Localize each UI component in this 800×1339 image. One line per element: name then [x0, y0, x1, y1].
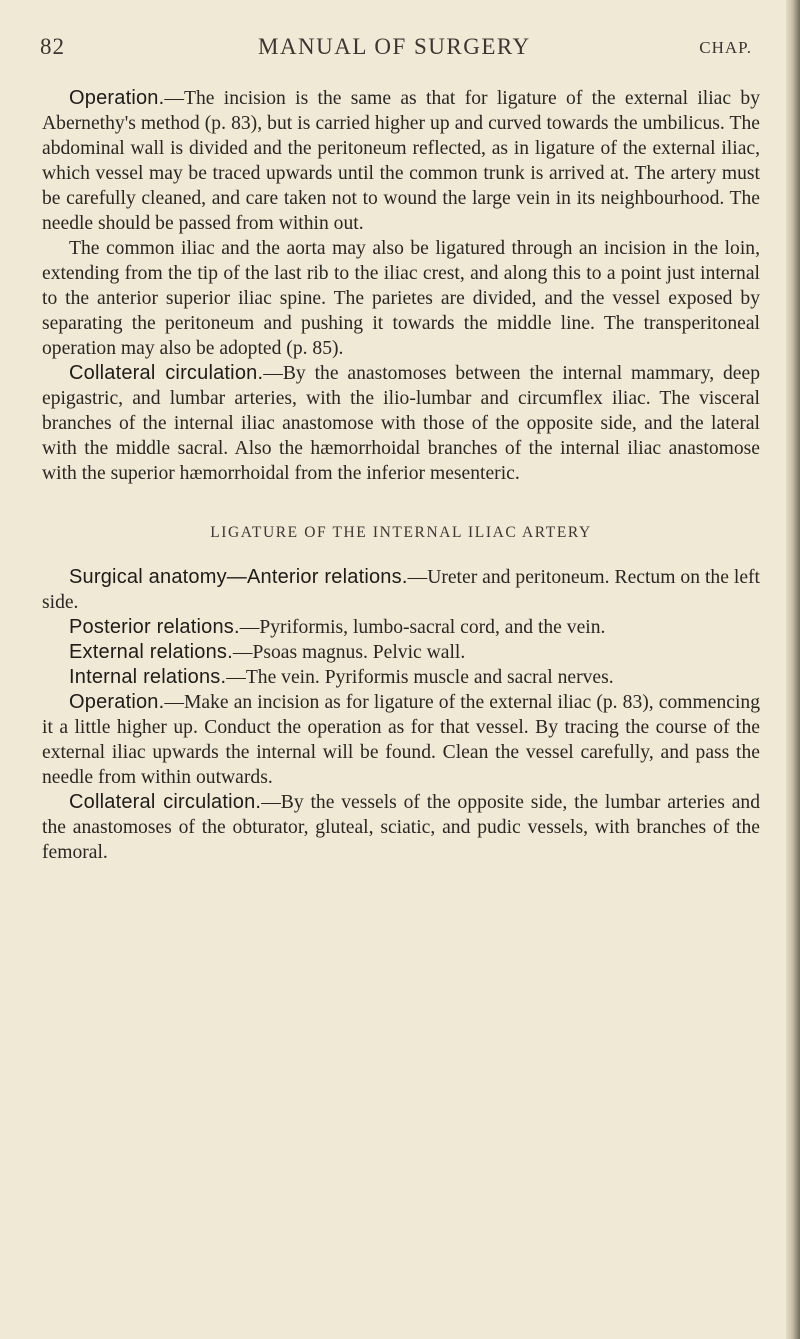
common-iliac-collateral-paragraph	[42, 361, 760, 486]
posterior-relations-heading: Posterior relations.	[69, 616, 240, 638]
internal-relations-heading: Internal relations.	[69, 666, 227, 688]
operation-heading: Operation.	[69, 691, 165, 713]
collateral-circulation-heading: Collateral circulation.	[69, 791, 262, 813]
anterior-relations-text: —Ureter and peritoneum. Rectum on the left side.	[42, 567, 760, 613]
lumbar-approach-paragraph	[42, 236, 760, 361]
operation-text: —Make an incision as for ligature of the external iliac (p. 83), commencing it a little higher up. Conduct the operation as for that vessel. By tracing the course of the external iliac upwards the internal will be found. Clean the vessel carefully, and pass the needle from within outwards.	[42, 692, 760, 788]
posterior-relations-text: —Pyriformis, lumbo-sacral cord, and the vein.	[239, 617, 606, 638]
collateral-circulation-text: —By the vessels of the opposite side, the lumbar arteries and the anastomoses of the obturator, gluteal, sciatic, and pudic vessels, with branches of the femoral.	[42, 792, 760, 863]
operation-heading: Operation.	[69, 87, 165, 109]
running-header	[40, 34, 752, 68]
external-relations-heading: External relations.	[69, 641, 233, 663]
operation-text: —The incision is the same as that for ligature of the external iliac by Abernethy's method (p. 83), but is carried higher up and curved towards the umbilicus. The abdominal wall is divided and the peritoneum reflected, as in ligature of the external iliac, which vessel may be traced upwards until the common trunk is arrived at. The artery must be carefully cleaned, and care taken not to wound the large vein in its neighbourhood. The needle should be passed from within out.	[42, 88, 760, 234]
section-title: LIGATURE OF THE INTERNAL ILIAC ARTERY	[210, 524, 592, 541]
body-text	[42, 86, 760, 865]
lumbar-approach-text: The common iliac and the aorta may also be ligatured through an incision in the loin, extending from the tip of the last rib to the iliac crest, and along this to a point just internal to the anterior superior iliac spine. The parietes are divided, and the vessel exposed by separating the peritoneum and pushing it towards the middle line. The transperitoneal operation may also be adopted (p. 85).	[42, 238, 760, 359]
collateral-circulation-heading: Collateral circulation.	[69, 362, 264, 384]
surgical-anatomy-heading: Surgical anatomy—Anterior relations.	[69, 566, 408, 588]
page-number: 82	[40, 34, 65, 59]
external-relations-paragraph	[42, 640, 760, 665]
internal-relations-text: —The vein. Pyriformis muscle and sacral nerves.	[226, 667, 614, 688]
running-title: MANUAL OF SURGERY	[258, 34, 531, 59]
internal-relations-paragraph	[42, 665, 760, 690]
external-relations-text: —Psoas magnus. Pelvic wall.	[232, 642, 466, 663]
anterior-relations-paragraph	[42, 565, 760, 615]
common-iliac-operation-paragraph	[42, 86, 760, 236]
page-edge-shadow	[786, 0, 800, 1339]
posterior-relations-paragraph	[42, 615, 760, 640]
internal-iliac-collateral-paragraph	[42, 790, 760, 865]
internal-iliac-operation-paragraph	[42, 690, 760, 790]
chapter-label: CHAP.	[699, 38, 752, 57]
collateral-circulation-text: —By the anastomoses between the internal mammary, deep epigastric, and lumbar arteries, with the ilio-lumbar and circumflex iliac. The visceral branches of the internal iliac anastomose with those of the opposite side, and the lateral with the middle sacral. Also the hæmorrhoidal branches of the internal iliac anastomose with the superior hæmorrhoidal from the inferior mesenteric.	[42, 363, 760, 484]
